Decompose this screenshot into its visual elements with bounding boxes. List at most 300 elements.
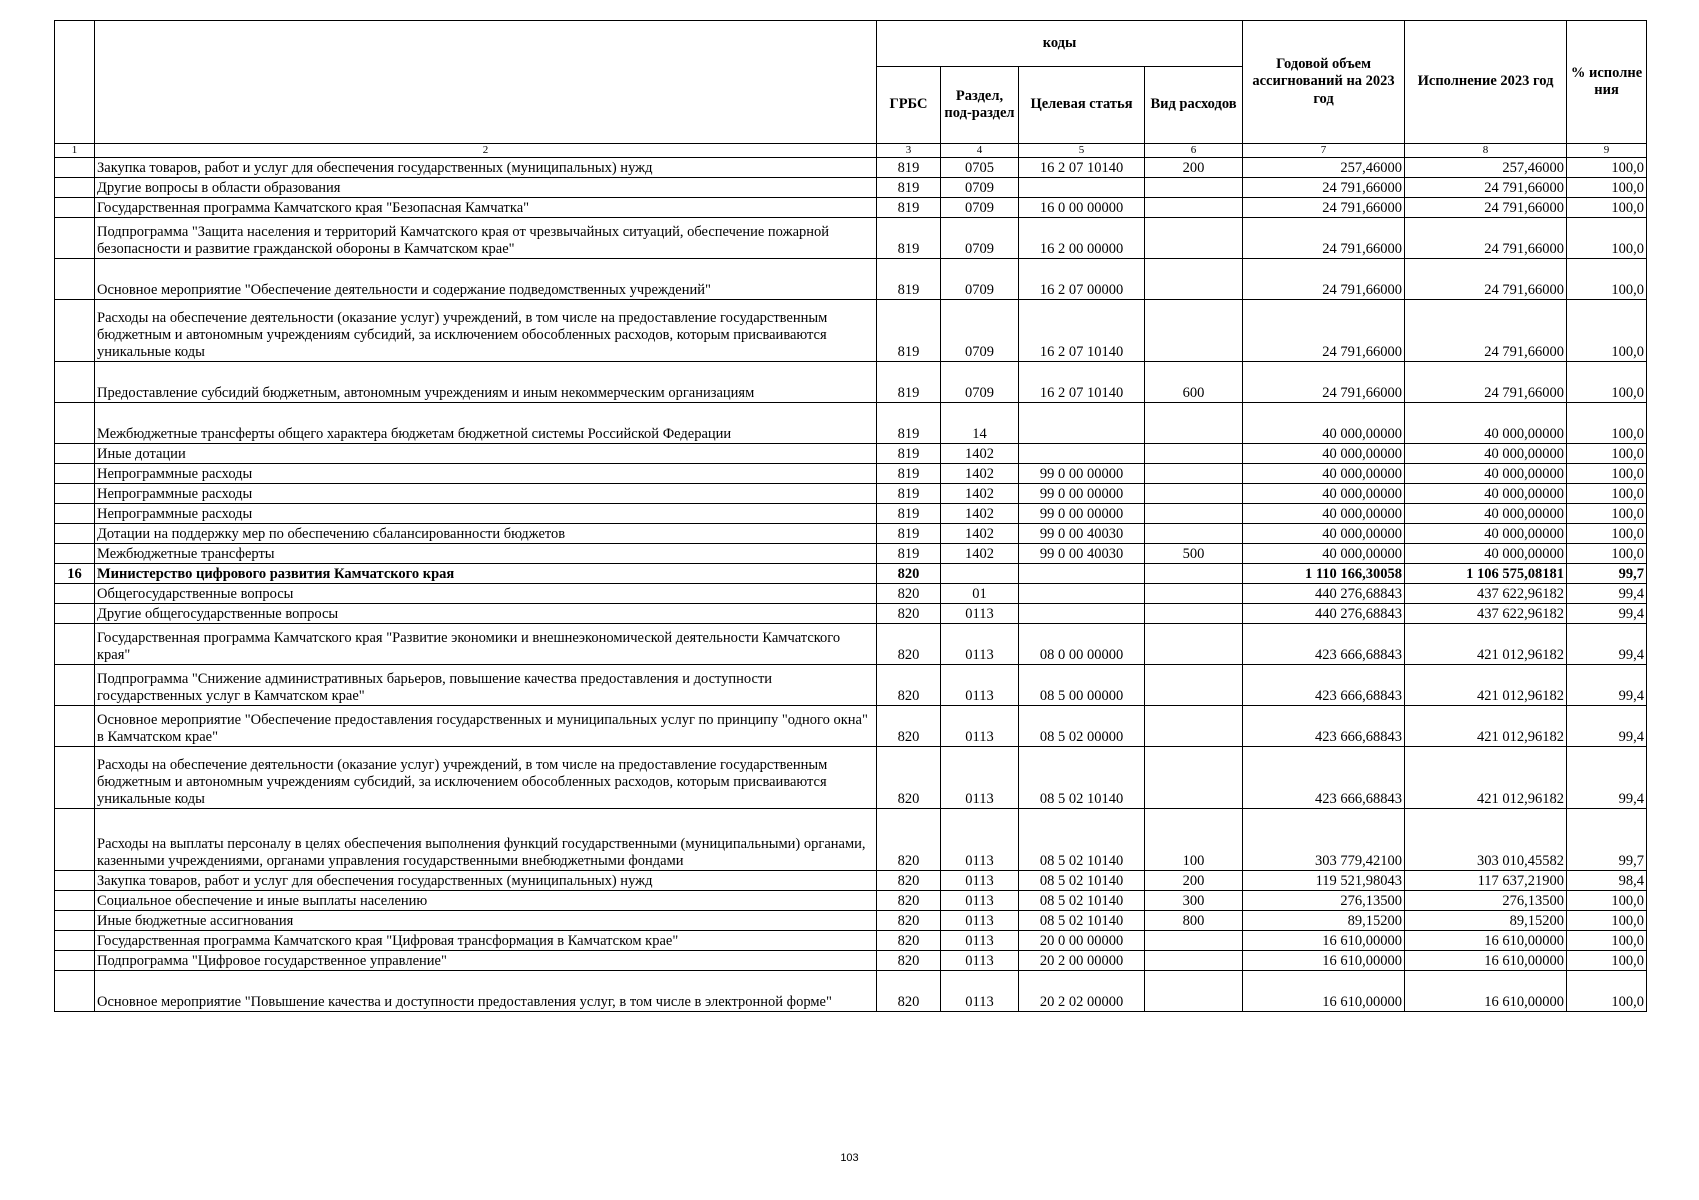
row-number-cell	[55, 218, 95, 259]
table-row	[55, 951, 1647, 971]
row-name-cell: Основное мероприятие "Обеспечение предоставления государственных и муниципальных услуг по принципу "одного окна" в Камчатском крае"	[95, 706, 877, 747]
row-razdel-cell: 14	[941, 403, 1019, 444]
row-name-cell: Непрограммные расходы	[95, 504, 877, 524]
row-percent-cell: 99,4	[1567, 584, 1647, 604]
row-razdel-cell: 0113	[941, 604, 1019, 624]
row-target-article-cell: 08 5 02 00000	[1019, 706, 1145, 747]
row-annual-volume-cell: 24 791,66000	[1243, 300, 1405, 362]
row-percent-cell: 99,7	[1567, 564, 1647, 584]
row-expense-type-cell	[1145, 665, 1243, 706]
row-percent-cell: 100,0	[1567, 178, 1647, 198]
row-number-cell	[55, 158, 95, 178]
row-annual-volume-cell: 440 276,68843	[1243, 584, 1405, 604]
row-target-article-cell: 08 5 00 00000	[1019, 665, 1145, 706]
row-grbs-cell: 819	[877, 544, 941, 564]
table-row	[55, 665, 1647, 706]
table-row	[55, 971, 1647, 1012]
row-grbs-cell: 819	[877, 158, 941, 178]
row-target-article-cell: 16 2 07 00000	[1019, 259, 1145, 300]
row-execution-cell: 421 012,96182	[1405, 706, 1567, 747]
column-number: 9	[1567, 144, 1647, 158]
column-number: 7	[1243, 144, 1405, 158]
row-name-cell: Иные бюджетные ассигнования	[95, 911, 877, 931]
row-percent-cell: 99,7	[1567, 809, 1647, 871]
row-number-cell	[55, 604, 95, 624]
row-target-article-cell: 08 5 02 10140	[1019, 747, 1145, 809]
row-name-cell: Подпрограмма "Защита населения и территорий Камчатского края от чрезвычайных ситуаций, обеспечение пожарной безопасности и развитие гражданской обороны в Камчатском крае"	[95, 218, 877, 259]
row-name-cell: Закупка товаров, работ и услуг для обеспечения государственных (муниципальных) нужд	[95, 158, 877, 178]
table-row	[55, 584, 1647, 604]
row-number-cell	[55, 444, 95, 464]
row-grbs-cell: 819	[877, 362, 941, 403]
row-name-cell: Расходы на выплаты персоналу в целях обеспечения выполнения функций государственными (муниципальными) органами, казенными учреждениями, органами управления государственными внебюджетными фондами	[95, 809, 877, 871]
row-number-cell	[55, 403, 95, 444]
column-number: 8	[1405, 144, 1567, 158]
row-razdel-cell: 0709	[941, 362, 1019, 403]
row-name-cell: Государственная программа Камчатского края "Безопасная Камчатка"	[95, 198, 877, 218]
row-expense-type-cell: 200	[1145, 158, 1243, 178]
row-target-article-cell	[1019, 604, 1145, 624]
row-execution-cell: 24 791,66000	[1405, 300, 1567, 362]
row-target-article-cell: 99 0 00 00000	[1019, 484, 1145, 504]
row-expense-type-cell	[1145, 564, 1243, 584]
row-expense-type-cell	[1145, 403, 1243, 444]
row-annual-volume-cell: 303 779,42100	[1243, 809, 1405, 871]
row-razdel-cell: 0113	[941, 911, 1019, 931]
row-grbs-cell: 819	[877, 524, 941, 544]
row-razdel-cell: 0709	[941, 178, 1019, 198]
row-percent-cell: 100,0	[1567, 444, 1647, 464]
table-row	[55, 564, 1647, 584]
row-name-cell: Непрограммные расходы	[95, 464, 877, 484]
row-percent-cell: 99,4	[1567, 747, 1647, 809]
row-number-cell	[55, 706, 95, 747]
table-row	[55, 259, 1647, 300]
row-razdel-cell: 0113	[941, 706, 1019, 747]
row-name-cell: Другие вопросы в области образования	[95, 178, 877, 198]
column-number: 5	[1019, 144, 1145, 158]
row-percent-cell: 100,0	[1567, 911, 1647, 931]
row-name-cell: Государственная программа Камчатского края "Цифровая трансформация в Камчатском крае"	[95, 931, 877, 951]
row-grbs-cell: 819	[877, 218, 941, 259]
row-grbs-cell: 820	[877, 624, 941, 665]
row-expense-type-cell	[1145, 706, 1243, 747]
row-execution-cell: 437 622,96182	[1405, 604, 1567, 624]
row-target-article-cell: 99 0 00 40030	[1019, 524, 1145, 544]
row-annual-volume-cell: 40 000,00000	[1243, 484, 1405, 504]
table-row	[55, 871, 1647, 891]
row-number-cell	[55, 951, 95, 971]
row-grbs-cell: 819	[877, 259, 941, 300]
row-razdel-cell: 0113	[941, 931, 1019, 951]
row-number-cell	[55, 624, 95, 665]
row-number-cell	[55, 747, 95, 809]
row-annual-volume-cell: 24 791,66000	[1243, 259, 1405, 300]
row-razdel-cell: 0709	[941, 259, 1019, 300]
row-execution-cell: 437 622,96182	[1405, 584, 1567, 604]
row-razdel-cell: 0113	[941, 971, 1019, 1012]
row-grbs-cell: 819	[877, 444, 941, 464]
row-name-cell: Общегосударственные вопросы	[95, 584, 877, 604]
row-execution-cell: 421 012,96182	[1405, 665, 1567, 706]
row-percent-cell: 100,0	[1567, 544, 1647, 564]
row-percent-cell: 99,4	[1567, 604, 1647, 624]
row-razdel-cell	[941, 564, 1019, 584]
row-target-article-cell: 16 0 00 00000	[1019, 198, 1145, 218]
table-row	[55, 198, 1647, 218]
row-percent-cell: 100,0	[1567, 403, 1647, 444]
row-razdel-cell: 0113	[941, 809, 1019, 871]
row-target-article-cell: 99 0 00 40030	[1019, 544, 1145, 564]
row-razdel-cell: 01	[941, 584, 1019, 604]
row-expense-type-cell	[1145, 198, 1243, 218]
table-row	[55, 891, 1647, 911]
table-row	[55, 218, 1647, 259]
row-grbs-cell: 819	[877, 403, 941, 444]
row-name-cell: Дотации на поддержку мер по обеспечению сбалансированности бюджетов	[95, 524, 877, 544]
row-execution-cell: 24 791,66000	[1405, 178, 1567, 198]
row-target-article-cell	[1019, 178, 1145, 198]
row-target-article-cell: 99 0 00 00000	[1019, 464, 1145, 484]
row-grbs-cell: 819	[877, 464, 941, 484]
row-annual-volume-cell: 24 791,66000	[1243, 362, 1405, 403]
row-grbs-cell: 819	[877, 300, 941, 362]
table-row	[55, 931, 1647, 951]
row-percent-cell: 100,0	[1567, 971, 1647, 1012]
row-number-cell	[55, 971, 95, 1012]
row-number-cell	[55, 464, 95, 484]
row-expense-type-cell	[1145, 504, 1243, 524]
row-name-cell: Государственная программа Камчатского края "Развитие экономики и внешнеэкономической деятельности Камчатского края"	[95, 624, 877, 665]
row-expense-type-cell	[1145, 300, 1243, 362]
table-row	[55, 544, 1647, 564]
row-razdel-cell: 1402	[941, 544, 1019, 564]
table-row	[55, 403, 1647, 444]
header-percent: % исполне ния	[1567, 21, 1647, 144]
row-target-article-cell: 20 2 00 00000	[1019, 951, 1145, 971]
table-row	[55, 911, 1647, 931]
header-celevaya: Целевая статья	[1019, 67, 1145, 144]
row-percent-cell: 99,4	[1567, 624, 1647, 665]
row-grbs-cell: 820	[877, 706, 941, 747]
row-execution-cell: 89,15200	[1405, 911, 1567, 931]
table-row	[55, 484, 1647, 504]
table-row	[55, 747, 1647, 809]
header-blank-n	[55, 21, 95, 144]
table-row	[55, 178, 1647, 198]
row-number-cell	[55, 911, 95, 931]
row-razdel-cell: 1402	[941, 484, 1019, 504]
header-razdel: Раздел, под-раздел	[941, 67, 1019, 144]
row-target-article-cell: 16 2 07 10140	[1019, 300, 1145, 362]
row-expense-type-cell	[1145, 259, 1243, 300]
row-razdel-cell: 0113	[941, 891, 1019, 911]
row-razdel-cell: 0113	[941, 665, 1019, 706]
row-number-cell	[55, 362, 95, 403]
row-percent-cell: 98,4	[1567, 871, 1647, 891]
row-number-cell	[55, 809, 95, 871]
row-expense-type-cell	[1145, 931, 1243, 951]
row-target-article-cell: 08 5 02 10140	[1019, 891, 1145, 911]
row-expense-type-cell	[1145, 178, 1243, 198]
row-grbs-cell: 820	[877, 911, 941, 931]
row-execution-cell: 24 791,66000	[1405, 198, 1567, 218]
row-razdel-cell: 1402	[941, 524, 1019, 544]
row-razdel-cell: 0113	[941, 871, 1019, 891]
row-grbs-cell: 820	[877, 809, 941, 871]
row-name-cell: Подпрограмма "Цифровое государственное управление"	[95, 951, 877, 971]
row-annual-volume-cell: 423 666,68843	[1243, 706, 1405, 747]
row-name-cell: Межбюджетные трансферты	[95, 544, 877, 564]
row-execution-cell: 1 106 575,08181	[1405, 564, 1567, 584]
row-execution-cell: 24 791,66000	[1405, 218, 1567, 259]
row-execution-cell: 421 012,96182	[1405, 747, 1567, 809]
row-annual-volume-cell: 40 000,00000	[1243, 444, 1405, 464]
row-percent-cell: 99,4	[1567, 706, 1647, 747]
row-grbs-cell: 820	[877, 564, 941, 584]
row-target-article-cell	[1019, 564, 1145, 584]
row-number-cell	[55, 198, 95, 218]
column-number-row	[55, 144, 1647, 158]
row-expense-type-cell	[1145, 951, 1243, 971]
budget-table	[54, 20, 1647, 1012]
row-number-cell	[55, 891, 95, 911]
row-razdel-cell: 0113	[941, 747, 1019, 809]
row-target-article-cell: 08 5 02 10140	[1019, 871, 1145, 891]
row-grbs-cell: 820	[877, 665, 941, 706]
row-razdel-cell: 1402	[941, 504, 1019, 524]
row-expense-type-cell	[1145, 971, 1243, 1012]
row-percent-cell: 100,0	[1567, 891, 1647, 911]
row-annual-volume-cell: 16 610,00000	[1243, 971, 1405, 1012]
row-annual-volume-cell: 16 610,00000	[1243, 951, 1405, 971]
row-target-article-cell	[1019, 403, 1145, 444]
row-target-article-cell: 08 5 02 10140	[1019, 911, 1145, 931]
header-blank-name	[95, 21, 877, 144]
row-grbs-cell: 819	[877, 178, 941, 198]
row-number-cell	[55, 931, 95, 951]
table-row	[55, 158, 1647, 178]
row-target-article-cell	[1019, 584, 1145, 604]
row-expense-type-cell: 200	[1145, 871, 1243, 891]
row-annual-volume-cell: 40 000,00000	[1243, 524, 1405, 544]
row-expense-type-cell: 800	[1145, 911, 1243, 931]
column-number: 4	[941, 144, 1019, 158]
row-grbs-cell: 820	[877, 931, 941, 951]
row-percent-cell: 100,0	[1567, 504, 1647, 524]
row-name-cell: Основное мероприятие "Повышение качества и доступности предоставления услуг, в том числе в электронной форме"	[95, 971, 877, 1012]
row-expense-type-cell	[1145, 444, 1243, 464]
row-percent-cell: 100,0	[1567, 362, 1647, 403]
row-annual-volume-cell: 423 666,68843	[1243, 747, 1405, 809]
row-annual-volume-cell: 16 610,00000	[1243, 931, 1405, 951]
row-expense-type-cell: 300	[1145, 891, 1243, 911]
row-execution-cell: 40 000,00000	[1405, 544, 1567, 564]
row-percent-cell: 100,0	[1567, 464, 1647, 484]
column-number: 1	[55, 144, 95, 158]
row-name-cell: Подпрограмма "Снижение административных барьеров, повышение качества предоставления и доступности государственных услуг в Камчатском крае"	[95, 665, 877, 706]
row-target-article-cell: 16 2 00 00000	[1019, 218, 1145, 259]
table-row	[55, 444, 1647, 464]
row-expense-type-cell	[1145, 218, 1243, 259]
header-grbs: ГРБС	[877, 67, 941, 144]
table-row	[55, 706, 1647, 747]
row-percent-cell: 100,0	[1567, 524, 1647, 544]
row-execution-cell: 40 000,00000	[1405, 403, 1567, 444]
row-grbs-cell: 820	[877, 951, 941, 971]
row-execution-cell: 303 010,45582	[1405, 809, 1567, 871]
row-name-cell: Предоставление субсидий бюджетным, автономным учреждениям и иным некоммерческим организациям	[95, 362, 877, 403]
table-row	[55, 524, 1647, 544]
row-name-cell: Другие общегосударственные вопросы	[95, 604, 877, 624]
table-row	[55, 624, 1647, 665]
row-expense-type-cell	[1145, 524, 1243, 544]
row-name-cell: Непрограммные расходы	[95, 484, 877, 504]
row-target-article-cell: 20 2 02 00000	[1019, 971, 1145, 1012]
row-execution-cell: 40 000,00000	[1405, 504, 1567, 524]
row-annual-volume-cell: 1 110 166,30058	[1243, 564, 1405, 584]
row-target-article-cell: 08 5 02 10140	[1019, 809, 1145, 871]
row-number-cell	[55, 584, 95, 604]
row-execution-cell: 257,46000	[1405, 158, 1567, 178]
row-annual-volume-cell: 276,13500	[1243, 891, 1405, 911]
row-grbs-cell: 819	[877, 504, 941, 524]
row-percent-cell: 100,0	[1567, 218, 1647, 259]
row-number-cell	[55, 178, 95, 198]
row-expense-type-cell	[1145, 584, 1243, 604]
row-annual-volume-cell: 40 000,00000	[1243, 504, 1405, 524]
row-grbs-cell: 820	[877, 971, 941, 1012]
row-target-article-cell: 99 0 00 00000	[1019, 504, 1145, 524]
row-number-cell	[55, 544, 95, 564]
row-annual-volume-cell: 89,15200	[1243, 911, 1405, 931]
table-row	[55, 809, 1647, 871]
row-expense-type-cell: 100	[1145, 809, 1243, 871]
row-expense-type-cell	[1145, 484, 1243, 504]
row-percent-cell: 100,0	[1567, 931, 1647, 951]
row-execution-cell: 16 610,00000	[1405, 931, 1567, 951]
row-annual-volume-cell: 40 000,00000	[1243, 403, 1405, 444]
row-execution-cell: 24 791,66000	[1405, 259, 1567, 300]
row-expense-type-cell: 500	[1145, 544, 1243, 564]
row-execution-cell: 421 012,96182	[1405, 624, 1567, 665]
row-expense-type-cell: 600	[1145, 362, 1243, 403]
row-execution-cell: 276,13500	[1405, 891, 1567, 911]
row-target-article-cell: 16 2 07 10140	[1019, 362, 1145, 403]
header-vid: Вид расходов	[1145, 67, 1243, 144]
row-razdel-cell: 0113	[941, 624, 1019, 665]
row-number-cell	[55, 524, 95, 544]
row-name-cell: Социальное обеспечение и иные выплаты населению	[95, 891, 877, 911]
row-execution-cell: 16 610,00000	[1405, 951, 1567, 971]
row-number-cell	[55, 259, 95, 300]
row-percent-cell: 100,0	[1567, 259, 1647, 300]
row-number-cell	[55, 504, 95, 524]
row-expense-type-cell	[1145, 604, 1243, 624]
row-razdel-cell: 0113	[941, 951, 1019, 971]
row-target-article-cell	[1019, 444, 1145, 464]
row-razdel-cell: 0705	[941, 158, 1019, 178]
row-annual-volume-cell: 423 666,68843	[1243, 624, 1405, 665]
column-number: 3	[877, 144, 941, 158]
row-expense-type-cell	[1145, 747, 1243, 809]
row-razdel-cell: 0709	[941, 300, 1019, 362]
row-percent-cell: 100,0	[1567, 951, 1647, 971]
row-annual-volume-cell: 24 791,66000	[1243, 198, 1405, 218]
row-execution-cell: 24 791,66000	[1405, 362, 1567, 403]
row-annual-volume-cell: 119 521,98043	[1243, 871, 1405, 891]
page-number: 103	[840, 1152, 859, 1164]
row-percent-cell: 100,0	[1567, 158, 1647, 178]
row-name-cell: Межбюджетные трансферты общего характера бюджетам бюджетной системы Российской Федерации	[95, 403, 877, 444]
table-row	[55, 300, 1647, 362]
row-percent-cell: 100,0	[1567, 484, 1647, 504]
table-row	[55, 504, 1647, 524]
row-name-cell: Основное мероприятие "Обеспечение деятельности и содержание подведомственных учреждений"	[95, 259, 877, 300]
header-godovoy: Годовой объем ассигнований на 2023 год	[1243, 21, 1405, 144]
row-number-cell	[55, 871, 95, 891]
row-grbs-cell: 820	[877, 584, 941, 604]
row-target-article-cell: 08 0 00 00000	[1019, 624, 1145, 665]
row-number-cell	[55, 484, 95, 504]
row-target-article-cell: 16 2 07 10140	[1019, 158, 1145, 178]
table-row	[55, 362, 1647, 403]
row-number-cell	[55, 665, 95, 706]
row-percent-cell: 99,4	[1567, 665, 1647, 706]
row-target-article-cell: 20 0 00 00000	[1019, 931, 1145, 951]
row-annual-volume-cell: 40 000,00000	[1243, 544, 1405, 564]
table-row	[55, 604, 1647, 624]
row-annual-volume-cell: 24 791,66000	[1243, 218, 1405, 259]
header-codes: коды	[877, 21, 1243, 67]
row-execution-cell: 117 637,21900	[1405, 871, 1567, 891]
row-number-cell: 16	[55, 564, 95, 584]
header-ispolnenie: Исполнение 2023 год	[1405, 21, 1567, 144]
row-razdel-cell: 1402	[941, 444, 1019, 464]
row-razdel-cell: 0709	[941, 218, 1019, 259]
row-razdel-cell: 1402	[941, 464, 1019, 484]
row-execution-cell: 16 610,00000	[1405, 971, 1567, 1012]
row-grbs-cell: 819	[877, 198, 941, 218]
column-number: 2	[95, 144, 877, 158]
budget-document	[54, 20, 1646, 1012]
row-grbs-cell: 820	[877, 871, 941, 891]
row-execution-cell: 40 000,00000	[1405, 484, 1567, 504]
row-annual-volume-cell: 24 791,66000	[1243, 178, 1405, 198]
table-row	[55, 464, 1647, 484]
column-number: 6	[1145, 144, 1243, 158]
row-annual-volume-cell: 257,46000	[1243, 158, 1405, 178]
row-expense-type-cell	[1145, 624, 1243, 665]
row-name-cell: Закупка товаров, работ и услуг для обеспечения государственных (муниципальных) нужд	[95, 871, 877, 891]
row-annual-volume-cell: 440 276,68843	[1243, 604, 1405, 624]
row-razdel-cell: 0709	[941, 198, 1019, 218]
row-annual-volume-cell: 423 666,68843	[1243, 665, 1405, 706]
row-percent-cell: 100,0	[1567, 300, 1647, 362]
row-name-cell: Расходы на обеспечение деятельности (оказание услуг) учреждений, в том числе на предоставление государственным бюджетным и автономным учреждениям субсидий, за исключением обособленных расходов, которым присваиваются уникальные коды	[95, 747, 877, 809]
row-name-cell: Министерство цифрового развития Камчатского края	[95, 564, 877, 584]
row-number-cell	[55, 300, 95, 362]
row-grbs-cell: 820	[877, 891, 941, 911]
row-grbs-cell: 819	[877, 484, 941, 504]
row-annual-volume-cell: 40 000,00000	[1243, 464, 1405, 484]
row-grbs-cell: 820	[877, 747, 941, 809]
row-name-cell: Расходы на обеспечение деятельности (оказание услуг) учреждений, в том числе на предоставление государственным бюджетным и автономным учреждениям субсидий, за исключением обособленных расходов, которым присваиваются уникальные коды	[95, 300, 877, 362]
row-grbs-cell: 820	[877, 604, 941, 624]
row-percent-cell: 100,0	[1567, 198, 1647, 218]
row-execution-cell: 40 000,00000	[1405, 524, 1567, 544]
row-name-cell: Иные дотации	[95, 444, 877, 464]
